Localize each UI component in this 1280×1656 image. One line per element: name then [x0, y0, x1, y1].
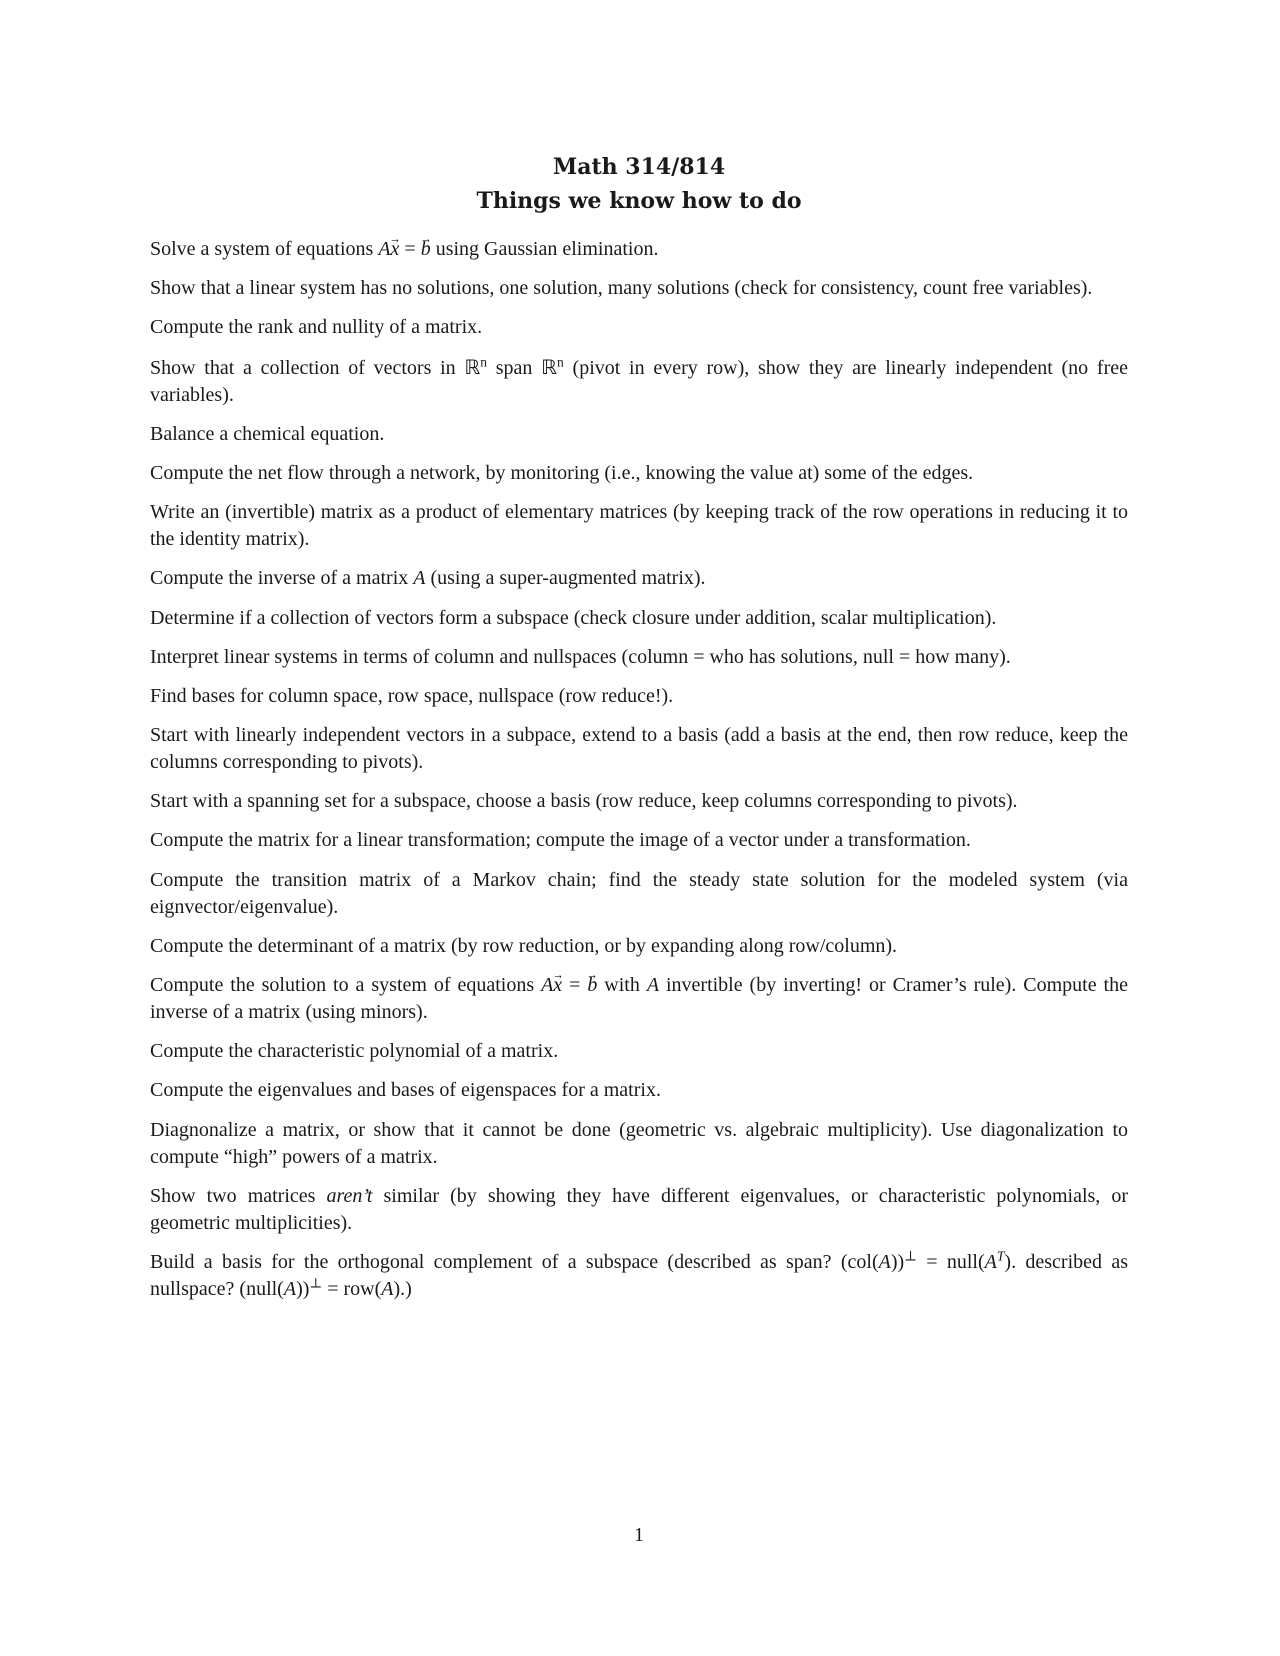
list-item	[150, 722, 1128, 776]
text-segment: Compute the inverse of a matrix	[150, 567, 414, 590]
page-title: Math 314/814	[552, 154, 726, 180]
list-item	[150, 788, 1128, 815]
list-item	[150, 1038, 1128, 1065]
text-segment: ))	[890, 1250, 905, 1273]
text-segment: (pivot in every row), show they are linearly independent (no free variables).	[150, 356, 1128, 406]
list-item	[150, 1249, 1128, 1303]
text-segment: Start with a spanning set for a subspace, choose a basis (row reduce, keep columns corresponding to pivots).	[150, 790, 1018, 813]
math-symbol: A	[984, 1250, 997, 1273]
math-symbol: A	[378, 238, 391, 260]
math-symbol: A	[283, 1277, 297, 1300]
real-numbers-symbol: ℝ	[541, 354, 557, 379]
text-segment: Compute the matrix for a linear transformation; compute the image of a vector under a transformation.	[150, 829, 971, 852]
list-item	[150, 314, 1128, 341]
list-item	[150, 867, 1128, 921]
superscript: n	[557, 353, 564, 369]
math-symbol: A	[541, 974, 554, 996]
text-segment: Compute the net flow through a network, by monitoring (i.e., knowing the value at) some of the edges.	[150, 461, 974, 484]
math-symbol: A	[381, 1277, 394, 1300]
list-item	[150, 1077, 1128, 1104]
text-segment: Compute the solution to a system of equations	[150, 974, 542, 996]
list-item	[150, 827, 1128, 854]
vector-symbol: x →	[553, 972, 562, 999]
text-segment: Start with linearly independent vectors in a subpace, extend to a basis (add a basis at the end, then row reduce, keep the columns corresponding to pivots).	[150, 724, 1128, 774]
text-segment: Build a basis for the orthogonal complement of a subspace (described as span? (col(	[150, 1250, 879, 1273]
list-item	[150, 421, 1128, 448]
list-item	[150, 236, 1128, 263]
text-segment: = row(	[322, 1277, 382, 1300]
superscript: ⊥	[904, 1248, 917, 1264]
text-segment: Find bases for column space, row space, nullspace (row reduce!).	[150, 684, 674, 707]
list-item	[150, 933, 1128, 960]
list-item	[150, 354, 1128, 409]
text-segment: Compute the characteristic polynomial of a matrix.	[150, 1040, 559, 1063]
vector-symbol: x →	[391, 236, 400, 263]
superscript: n	[480, 353, 488, 369]
text-segment: with	[597, 974, 647, 996]
text-segment: = null(	[916, 1250, 985, 1273]
skills-list	[150, 236, 1128, 1315]
list-item	[150, 605, 1128, 632]
math-symbol: A	[878, 1250, 891, 1273]
text-segment: Compute the rank and nullity of a matrix.	[150, 316, 483, 339]
superscript: ⊥	[309, 1275, 323, 1291]
list-item	[150, 1117, 1128, 1171]
list-item	[150, 972, 1128, 1026]
text-segment: =	[562, 974, 588, 996]
math-symbol: A	[413, 567, 426, 590]
list-item	[150, 460, 1128, 487]
text-segment: Diagnonalize a matrix, or show that it cannot be done (geometric vs. algebraic multiplicity). Use diagonalization to compute “high” powers of a matrix.	[150, 1118, 1128, 1168]
vector-symbol: b →	[587, 972, 597, 999]
math-symbol: aren’t	[326, 1184, 373, 1207]
text-segment: Solve a system of equations	[150, 238, 379, 260]
text-segment: Interpret linear systems in terms of column and nullspaces (column = who has solutions, null = how many).	[150, 645, 1011, 668]
math-symbol: A	[646, 974, 660, 996]
list-item	[150, 565, 1128, 592]
text-segment: Write an (invertible) matrix as a product of elementary matrices (by keeping track of the row operations in reducing it to the identity matrix).	[150, 501, 1128, 551]
text-segment: ).)	[393, 1277, 412, 1300]
text-segment: similar (by showing they have different eigenvalues, or characteristic polynomials, or geometric multiplicities).	[150, 1184, 1129, 1234]
text-segment: Show that a collection of vectors in	[150, 356, 465, 379]
real-numbers-symbol: ℝ	[464, 354, 481, 379]
vector-symbol: b →	[421, 236, 431, 263]
text-segment: Compute the transition matrix of a Markov chain; find the steady state solution for the modeled system (via eignvector/eigenvalue).	[150, 868, 1128, 918]
superscript: T	[996, 1248, 1005, 1264]
page-number: 1	[634, 1524, 644, 1546]
text-segment: Show two matrices	[150, 1184, 327, 1207]
text-segment: Determine if a collection of vectors form a subspace (check closure under addition, scalar multiplication).	[150, 606, 997, 629]
text-segment: span	[487, 356, 542, 379]
list-item	[150, 499, 1128, 553]
text-segment: using Gaussian elimination.	[430, 238, 659, 260]
list-item	[150, 683, 1128, 710]
text-segment: Compute the determinant of a matrix (by row reduction, or by expanding along row/column).	[150, 934, 898, 957]
text-segment: Compute the eigenvalues and bases of eigenspaces for a matrix.	[150, 1079, 661, 1102]
list-item	[150, 275, 1128, 302]
text-segment: Balance a chemical equation.	[150, 422, 385, 445]
text-segment: ))	[296, 1277, 310, 1300]
list-item	[150, 1183, 1128, 1237]
text-segment: ). described as nullspace? (null(	[150, 1250, 1128, 1300]
text-segment: invertible (by inverting! or Cramer’s rule). Compute the inverse of a matrix (using minors).	[150, 974, 1128, 1023]
document-page	[150, 0, 1128, 1656]
list-item	[150, 644, 1128, 671]
title-block	[150, 150, 1128, 218]
text-segment: (using a super-augmented matrix).	[425, 567, 706, 590]
text-segment: Show that a linear system has no solutions, one solution, many solutions (check for consistency, count free variables).	[150, 277, 1093, 300]
page-subtitle: Things we know how to do	[476, 188, 802, 214]
text-segment: =	[399, 238, 421, 260]
